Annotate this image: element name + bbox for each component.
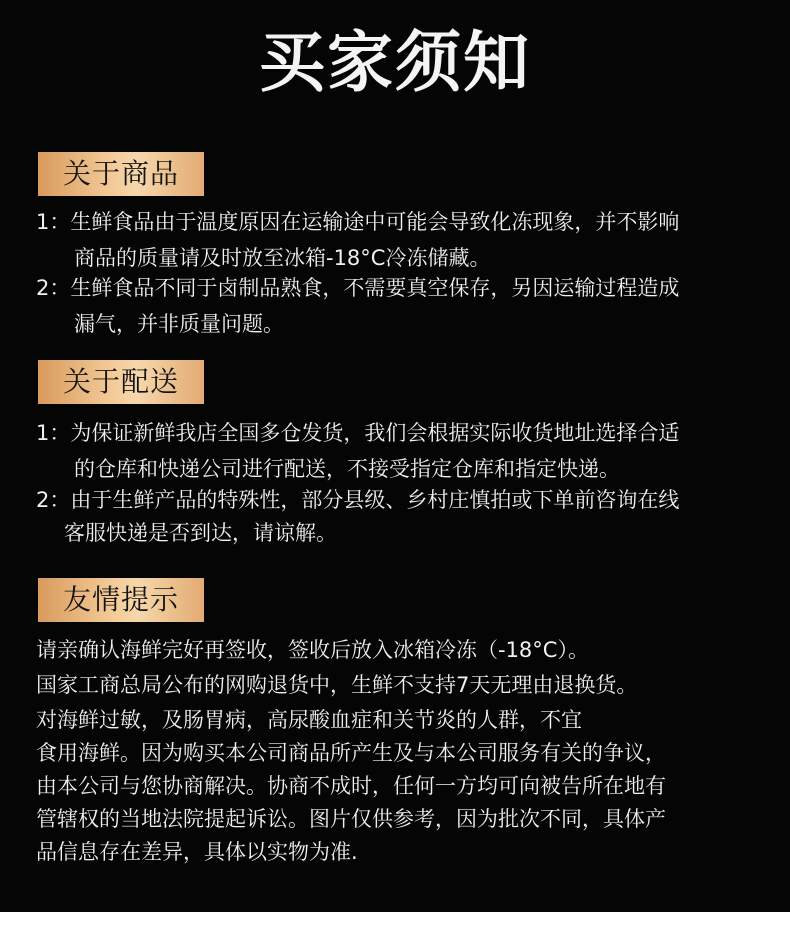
- about-delivery-line-2: 的仓库和快递公司进行配送，不接受指定仓库和指定快递。: [74, 457, 620, 481]
- about-delivery-line-3: 2：由于生鲜产品的特殊性，部分县级、乡村庄慎拍或下单前咨询在线: [36, 488, 680, 512]
- reminder-line-4: 食用海鲜。因为购买本公司商品所产生及与本公司服务有关的争议，: [36, 741, 666, 765]
- about-delivery-line-1: 1：为保证新鲜我店全国多仓发货，我们会根据实际收货地址选择合适: [36, 421, 680, 445]
- reminder-line-5: 由本公司与您协商解决。协商不成时，任何一方均可向被告所在地有: [36, 774, 666, 798]
- reminder-line-6: 管辖权的当地法院提起诉讼。图片仅供参考，因为批次不同，具体产: [36, 807, 666, 831]
- about-product-line-1: 1：生鲜食品由于温度原因在运输途中可能会导致化冻现象，并不影响: [36, 210, 680, 234]
- about-product-line-2: 商品的质量请及时放至冰箱-18°C冷冻储藏。: [74, 246, 491, 270]
- about-delivery-line-4: 客服快递是否到达，请谅解。: [64, 521, 337, 545]
- reminder-line-2: 国家工商总局公布的网购退货中，生鲜不支持7天无理由退换货。: [36, 673, 638, 697]
- reminder-line-7: 品信息存在差异，具体以实物为准.: [36, 840, 358, 864]
- page-title: 买家须知: [259, 23, 531, 101]
- about-product-line-4: 漏气，并非质量问题。: [74, 312, 284, 336]
- about-product-line-3: 2：生鲜食品不同于卤制品熟食，不需要真空保存，另因运输过程造成: [36, 276, 680, 300]
- section-heading-friendly-reminder: 友情提示: [38, 578, 204, 622]
- section-heading-about-delivery: 关于配送: [38, 360, 204, 404]
- reminder-line-1: 请亲确认海鲜完好再签收，签收后放入冰箱冷冻（-18°C）。: [36, 638, 589, 662]
- bottom-margin: [0, 912, 790, 936]
- section-heading-about-product: 关于商品: [38, 152, 204, 196]
- reminder-line-3: 对海鲜过敏，及肠胃病，高尿酸血症和关节炎的人群，不宜: [36, 708, 582, 732]
